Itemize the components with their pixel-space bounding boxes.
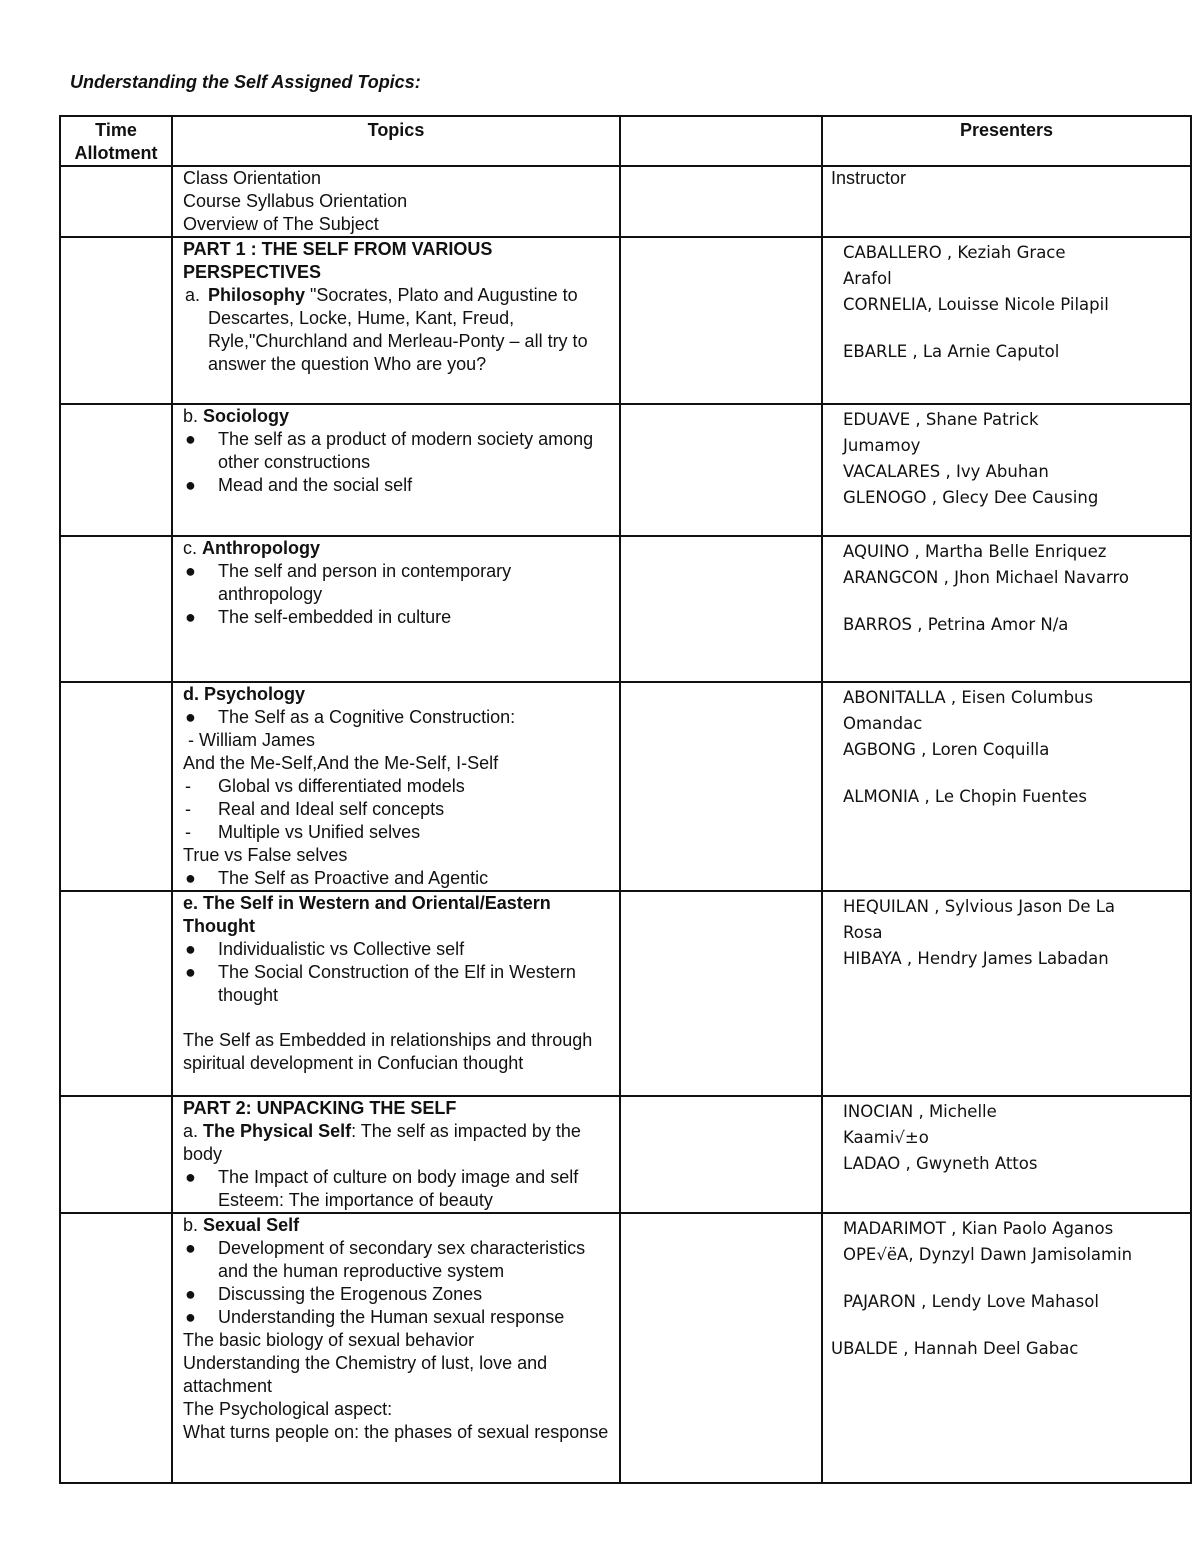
blank-cell (620, 237, 822, 404)
table-row (60, 1213, 1191, 1483)
table-row (60, 166, 1191, 237)
section-text: "Socrates, Plato and Augustine to Descartes, Locke, Hume, Kant, Freud, Ryle,"Churchland and Merleau-Ponty – all try to answer the question Who are you? (208, 285, 588, 374)
header-blank (620, 116, 822, 166)
topic-line: What turns people on: the phases of sexual response (183, 1422, 609, 1442)
topic-line: The basic biology of sexual behavior (183, 1330, 475, 1350)
presenter-name: GLENOGO , Glecy Dee Causing (843, 488, 1099, 507)
presenter-name: Omandac (843, 714, 923, 733)
page-title: Understanding the Self Assigned Topics: (70, 72, 421, 92)
part-heading: PART 2: UNPACKING THE SELF (183, 1098, 457, 1118)
bullet-icon: ● (185, 962, 196, 982)
item-prefix: b. (183, 1215, 199, 1235)
topic-line: And the Me-Self,And the Me-Self, I-Self (183, 753, 499, 773)
topic-cell (172, 166, 620, 237)
topic-line: Course Syllabus Orientation (183, 191, 408, 211)
item-prefix: a. (183, 1121, 199, 1141)
bullet-text: Discussing the Erogenous Zones (218, 1284, 483, 1304)
presenter-name: Arafol (843, 269, 892, 288)
presenter-name: AQUINO , Martha Belle Enriquez (843, 542, 1107, 561)
section-heading: d. Psychology (183, 684, 306, 704)
presenter-name: AGBONG , Loren Coquilla (843, 740, 1050, 759)
dash-text: Global vs differentiated models (218, 776, 465, 796)
table-row (60, 682, 1191, 891)
table-row (60, 1096, 1191, 1213)
bullet-text: Development of secondary sex characteristics and the human reproductive system (218, 1238, 586, 1281)
bullet-text: The self and person in contemporary anthropology (218, 561, 512, 604)
presenter-name: Rosa (843, 923, 883, 942)
bullet-text: The Impact of culture on body image and self Esteem: The importance of beauty (218, 1167, 579, 1210)
presenter-name: OPE√ëA, Dynzyl Dawn Jamisolamin (843, 1245, 1133, 1264)
presenter-name: ALMONIA , Le Chopin Fuentes (843, 787, 1087, 806)
presenters-cell (822, 891, 1191, 1096)
section-heading: Philosophy (208, 285, 306, 305)
presenters-cell (822, 237, 1191, 404)
part-heading: PART 1 : THE SELF FROM VARIOUS PERSPECTIVES (183, 239, 493, 282)
section-text: : The self as impacted by the body (183, 1121, 581, 1164)
blank-cell (620, 1213, 822, 1483)
presenter-name: HEQUILAN , Sylvious Jason De La (843, 897, 1116, 916)
time-cell (60, 536, 172, 682)
bullet-text: The Self as Proactive and Agentic (218, 868, 489, 888)
bullet-text: Understanding the Human sexual response (218, 1307, 565, 1327)
table-row (60, 237, 1191, 404)
bullet-icon: ● (185, 1238, 196, 1258)
bullet-icon: ● (185, 607, 196, 627)
bullet-icon: ● (185, 1167, 196, 1187)
section-heading: The Physical Self (203, 1121, 352, 1141)
presenter-name: CORNELIA, Louisse Nicole Pilapil (843, 295, 1109, 314)
presenter-name: EBARLE , La Arnie Caputol (843, 342, 1060, 361)
bullet-text: The self as a product of modern society among other constructions (218, 429, 594, 472)
header-presenters: Presenters (822, 116, 1191, 166)
section-heading: e. The Self in Western and Oriental/Eastern Thought (183, 893, 551, 936)
bullet-icon: ● (185, 475, 196, 495)
blank-cell (620, 891, 822, 1096)
dash-marker: - (185, 776, 191, 796)
presenter-name: ARANGCON , Jhon Michael Navarro (843, 568, 1129, 587)
topic-cell (172, 1096, 620, 1213)
presenter-name: ABONITALLA , Eisen Columbus (843, 688, 1094, 707)
presenter-name: PAJARON , Lendy Love Mahasol (843, 1292, 1099, 1311)
bullet-icon: ● (185, 561, 196, 581)
time-cell (60, 1213, 172, 1483)
bullet-text: The Social Construction of the Elf in Western thought (218, 962, 576, 1005)
time-cell (60, 1096, 172, 1213)
presenters-cell (822, 166, 1191, 237)
dash-marker: - (185, 822, 191, 842)
dash-text: Multiple vs Unified selves (218, 822, 421, 842)
section-heading: Anthropology (202, 538, 321, 558)
table-row (60, 891, 1191, 1096)
topic-line: True vs False selves (183, 845, 348, 865)
presenter-name: UBALDE , Hannah Deel Gabac (831, 1339, 1079, 1358)
topic-line: The Psychological aspect: (183, 1399, 393, 1419)
item-prefix: b. (183, 406, 199, 426)
presenter-name: LADAO , Gwyneth Attos (843, 1154, 1038, 1173)
bullet-icon: ● (185, 1307, 196, 1327)
presenter-name: VACALARES , Ivy Abuhan (843, 462, 1049, 481)
presenter-name: BARROS , Petrina Amor N/a (843, 615, 1069, 634)
presenters-cell (822, 1096, 1191, 1213)
table-row (60, 404, 1191, 536)
bullet-text: The Self as a Cognitive Construction: (218, 707, 516, 727)
bullet-icon: ● (185, 939, 196, 959)
blank-cell (620, 1096, 822, 1213)
topic-line: Understanding the Chemistry of lust, love and attachment (183, 1353, 548, 1396)
topics-table (59, 115, 1192, 1484)
item-prefix: c. (183, 538, 198, 558)
topic-cell (172, 536, 620, 682)
topic-paragraph: The Self as Embedded in relationships and through spiritual development in Confucian thought (183, 1030, 593, 1073)
presenter-name: HIBAYA , Hendry James Labadan (843, 949, 1109, 968)
time-cell (60, 404, 172, 536)
presenter-name: INOCIAN , Michelle (843, 1102, 997, 1121)
bullet-text: Mead and the social self (218, 475, 413, 495)
presenter-name: Instructor (831, 168, 907, 188)
dash-marker: - (185, 799, 191, 819)
section-heading: Sexual Self (203, 1215, 300, 1235)
topic-cell (172, 891, 620, 1096)
presenters-cell (822, 536, 1191, 682)
bullet-icon: ● (185, 868, 196, 888)
presenter-name: MADARIMOT , Kian Paolo Aganos (843, 1219, 1114, 1238)
dash-text: Real and Ideal self concepts (218, 799, 445, 819)
topic-cell (172, 682, 620, 891)
time-cell (60, 237, 172, 404)
item-prefix: a. (185, 285, 201, 305)
blank-cell (620, 166, 822, 237)
presenters-cell (822, 1213, 1191, 1483)
bullet-icon: ● (185, 429, 196, 449)
blank-cell (620, 404, 822, 536)
topic-cell (172, 1213, 620, 1483)
topic-cell (172, 237, 620, 404)
section-heading: Sociology (203, 406, 290, 426)
header-time-allotment: Time Allotment (60, 116, 172, 166)
blank-cell (620, 536, 822, 682)
presenter-name: Kaami√±o (843, 1128, 929, 1147)
bullet-icon: ● (185, 1284, 196, 1304)
topic-line: Class Orientation (183, 168, 322, 188)
topic-cell (172, 404, 620, 536)
time-cell (60, 891, 172, 1096)
presenters-cell (822, 682, 1191, 891)
bullet-icon: ● (185, 707, 196, 727)
time-cell (60, 682, 172, 891)
topic-line: - William James (183, 730, 316, 750)
presenter-name: Jumamoy (843, 436, 921, 455)
blank-cell (620, 682, 822, 891)
table-row (60, 536, 1191, 682)
header-topics: Topics (172, 116, 620, 166)
presenter-name: CABALLERO , Keziah Grace (843, 243, 1066, 262)
presenters-cell (822, 404, 1191, 536)
table-header-row (60, 116, 1191, 166)
bullet-text: The self-embedded in culture (218, 607, 452, 627)
bullet-text: Individualistic vs Collective self (218, 939, 465, 959)
topic-line: Overview of The Subject (183, 214, 379, 234)
presenter-name: EDUAVE , Shane Patrick (843, 410, 1039, 429)
time-cell (60, 166, 172, 237)
